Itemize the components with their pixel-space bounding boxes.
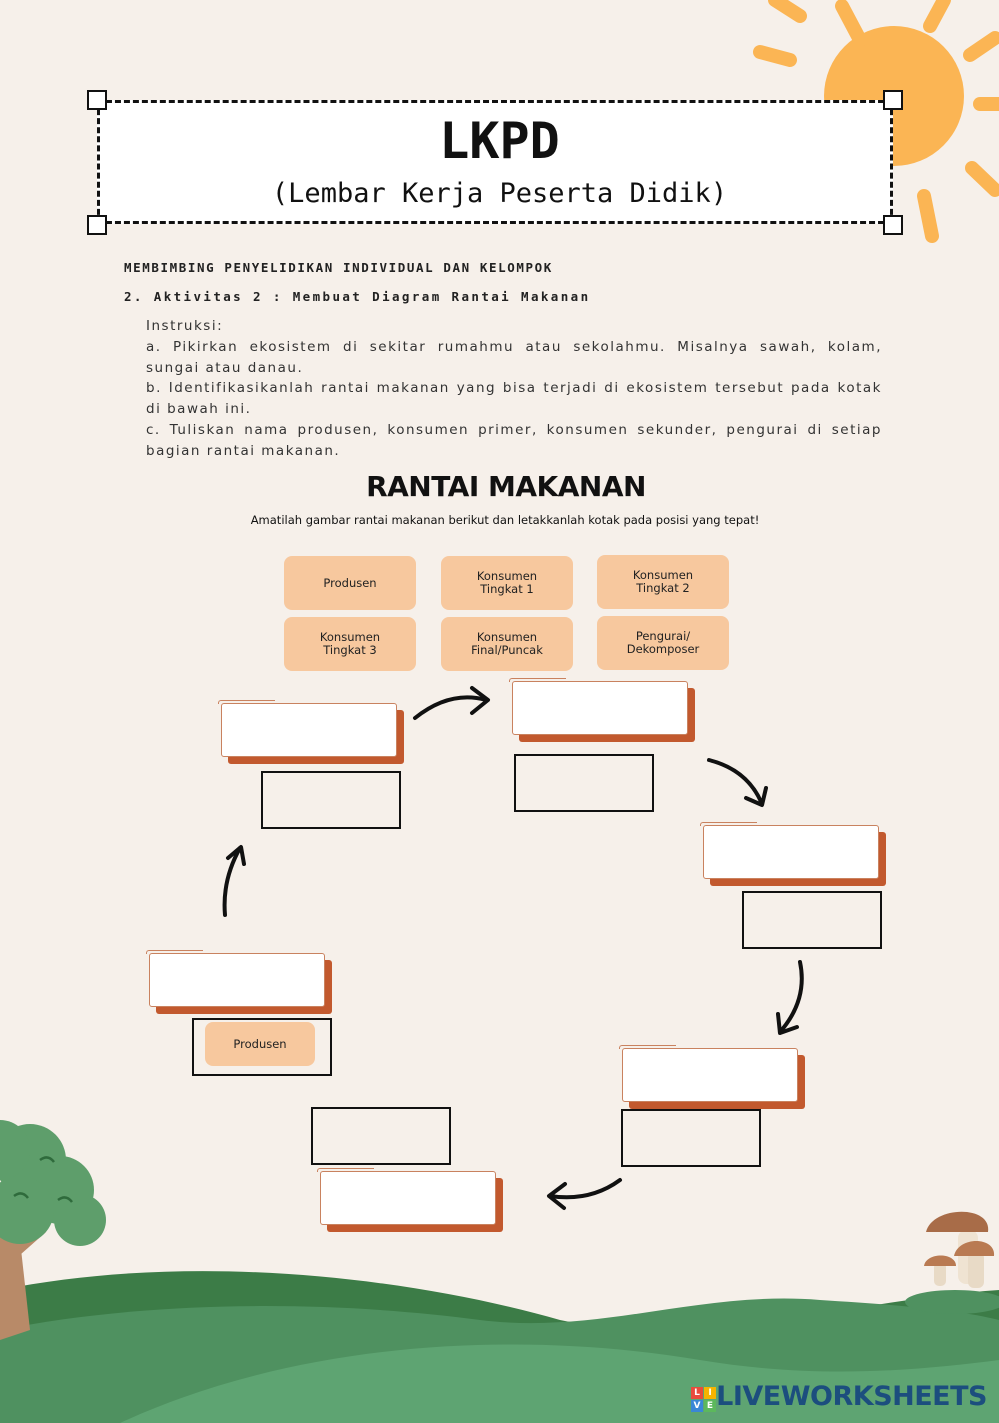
activity-title: 2. Aktivitas 2 : Membuat Diagram Rantai Makanan (124, 289, 591, 304)
placed-chip-produsen[interactable]: Produsen (205, 1022, 315, 1066)
page-subtitle: (Lembar Kerja Peserta Didik) (271, 178, 728, 209)
chain-subtitle: Amatilah gambar rantai makanan berikut dan letakkanlah kotak pada posisi yang tepat! (250, 513, 760, 527)
chip-konsumen-tingkat-2[interactable]: Konsumen Tingkat 2 (597, 555, 729, 609)
answer-card[interactable] (320, 1171, 496, 1225)
answer-card[interactable] (512, 681, 688, 735)
watermark-text: LIVEWORKSHEETS (716, 1381, 987, 1412)
chain-title: RANTAI MAKANAN (366, 470, 646, 503)
answer-card[interactable] (221, 703, 397, 757)
drop-slot[interactable] (621, 1109, 761, 1167)
instructions-label: Instruksi: (146, 318, 224, 334)
chip-konsumen-final-puncak[interactable]: Konsumen Final/Puncak (441, 617, 573, 671)
answer-card[interactable] (622, 1048, 798, 1102)
section-heading: MEMBIMBING PENYELIDIKAN INDIVIDUAL DAN KELOMPOK (124, 260, 553, 275)
arrow-icon (549, 1180, 620, 1208)
logo-letter: E (704, 1400, 716, 1412)
answer-card[interactable] (703, 825, 879, 879)
liveworksheets-logo-icon (691, 1387, 717, 1413)
answer-card[interactable] (149, 953, 325, 1007)
frame-handle (87, 215, 107, 235)
arrow-icon (225, 847, 244, 915)
frame-handle (883, 215, 903, 235)
instruction-item: a. Pikirkan ekosistem di sekitar rumahmu atau sekolahmu. Misalnya sawah, kolam, sungai atau danau. (146, 338, 882, 376)
chip-produsen[interactable]: Produsen (284, 556, 416, 610)
drop-slot[interactable] (742, 891, 882, 949)
drop-slot[interactable] (261, 771, 401, 829)
chip-pengurai-dekomposer[interactable]: Pengurai/ Dekomposer (597, 616, 729, 670)
instruction-item: c. Tuliskan nama produsen, konsumen primer, konsumen sekunder, pengurai di setiap bagian rantai makanan. (146, 421, 882, 459)
chip-konsumen-tingkat-1[interactable]: Konsumen Tingkat 1 (441, 556, 573, 610)
page-title: LKPD (439, 112, 560, 170)
chip-konsumen-tingkat-3[interactable]: Konsumen Tingkat 3 (284, 617, 416, 671)
logo-letter: V (691, 1400, 703, 1412)
arrow-icon (415, 688, 488, 718)
instructions (146, 316, 882, 462)
arrow-icon (778, 962, 802, 1033)
drop-slot[interactable] (311, 1107, 451, 1165)
frame-handle (87, 90, 107, 110)
arrow-icon (709, 760, 766, 805)
frame-handle (883, 90, 903, 110)
logo-letter: I (704, 1387, 716, 1399)
logo-letter: L (691, 1387, 703, 1399)
drop-slot[interactable] (514, 754, 654, 812)
instruction-item: b. Identifikasikanlah rantai makanan yang bisa terjadi di ekosistem tersebut pada kotak di bawah ini. (146, 380, 882, 418)
mushroom-icon (924, 1212, 994, 1288)
